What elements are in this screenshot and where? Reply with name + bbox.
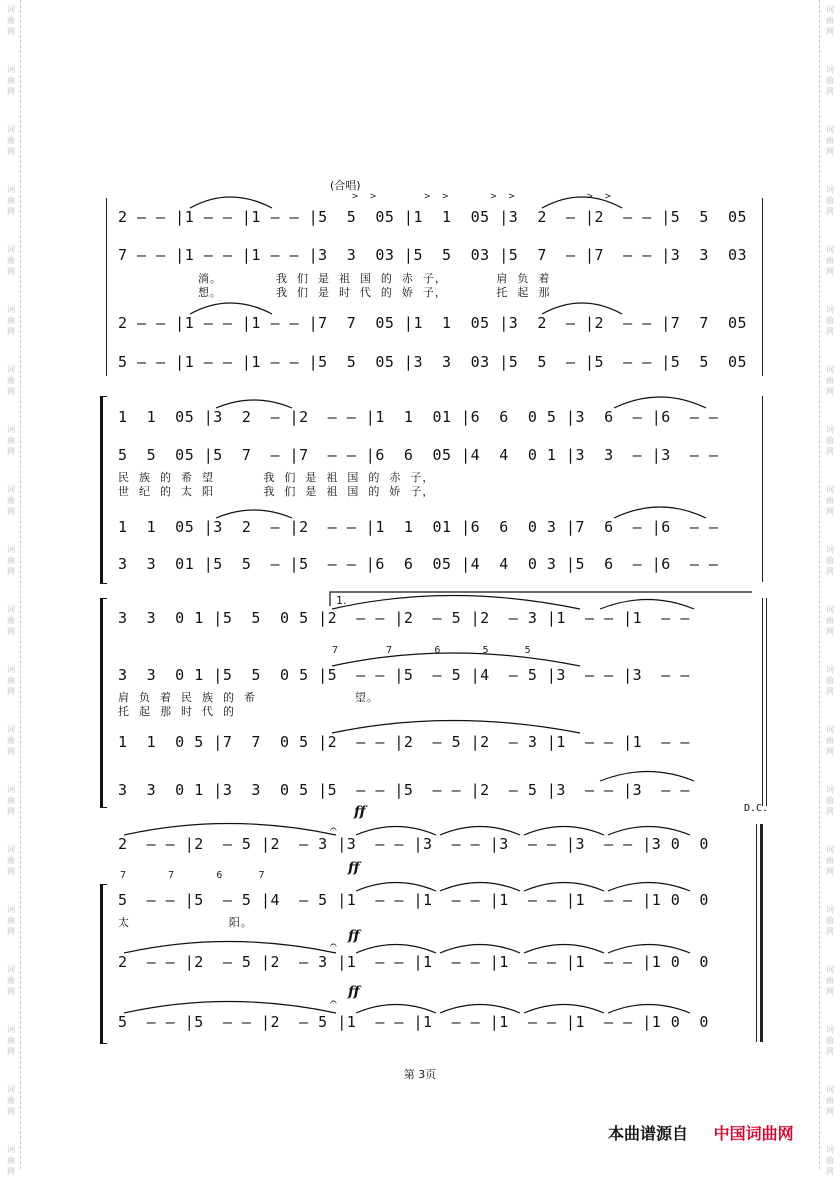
margin-watermark: 词 曲 网 bbox=[7, 1025, 15, 1056]
margin-watermark: 词 曲 网 bbox=[7, 245, 15, 276]
margin-watermark: 词 曲 网 bbox=[826, 845, 834, 876]
tie bbox=[524, 827, 604, 836]
tie bbox=[440, 945, 520, 954]
tie bbox=[356, 1005, 436, 1014]
slur bbox=[190, 303, 272, 314]
voice-1-line: 2 — — |1 — — |1 — — |5 5 05 |1 1 05 |3 2 — |2 — — |5 5 05 bbox=[118, 208, 748, 226]
slur bbox=[124, 942, 336, 954]
fermata-icon: 𝄐 bbox=[330, 822, 337, 836]
accent-marks: > > > > > > > > bbox=[352, 191, 611, 202]
tie bbox=[608, 1005, 690, 1014]
margin-watermark: 词 曲 网 bbox=[826, 725, 834, 756]
voice-3-line: 2 — — |2 — 5 |2 — 3 |1 — — |1 — — |1 — — |1 — — |1 0 0 bbox=[118, 953, 709, 971]
fortissimo-mark: ff bbox=[348, 984, 360, 1000]
tie bbox=[440, 883, 520, 892]
margin-watermark: 词 曲 网 bbox=[7, 605, 15, 636]
tie bbox=[524, 945, 604, 954]
margin-watermark: 词 曲 网 bbox=[826, 905, 834, 936]
tie bbox=[524, 1005, 604, 1014]
voice-1-line: 1 1 05 |3 2 — |2 — — |1 1 01 |6 6 0 5 |3 6 — |6 — — bbox=[118, 408, 719, 426]
margin-watermark: 词 曲 网 bbox=[7, 545, 15, 576]
tie bbox=[440, 1005, 520, 1014]
slur bbox=[190, 197, 272, 208]
fortissimo-mark: ff bbox=[348, 928, 360, 944]
lyrics-verse-2: 想。 我 们 是 时 代 的 娇 子， 托 起 那 bbox=[198, 286, 551, 299]
margin-watermark: 词 曲 网 bbox=[7, 5, 15, 36]
slur bbox=[216, 400, 292, 408]
slur bbox=[614, 507, 706, 518]
slur bbox=[124, 824, 336, 836]
margin-watermark: 词 曲 网 bbox=[7, 125, 15, 156]
margin-watermark: 词 曲 网 bbox=[7, 785, 15, 816]
tie bbox=[608, 883, 690, 892]
tie bbox=[440, 827, 520, 836]
slur bbox=[542, 197, 622, 208]
tie bbox=[608, 945, 690, 954]
tie bbox=[356, 945, 436, 954]
margin-watermark: 词 曲 网 bbox=[7, 485, 15, 516]
margin-watermark: 词 曲 网 bbox=[826, 785, 834, 816]
tie bbox=[608, 827, 690, 836]
tie bbox=[356, 883, 436, 892]
margin-watermark: 词 曲 网 bbox=[7, 905, 15, 936]
lyrics-verse-1: 民 族 的 希 望 我 们 是 祖 国 的 赤 子， bbox=[118, 471, 435, 484]
slur bbox=[542, 303, 622, 314]
voice-4-line: 5 — — |5 — — |2 — 5 |1 — — |1 — — |1 — — |1 — — |1 0 0 bbox=[118, 1013, 709, 1031]
margin-watermark: 词 曲 网 bbox=[826, 1085, 834, 1116]
voice-3-line: 1 1 0 5 |7 7 0 5 |2 — — |2 — 5 |2 — 3 |1 — — |1 — — bbox=[118, 733, 690, 751]
lyrics-verse-1: 淌。 我 们 是 祖 国 的 赤 子， 肩 负 着 bbox=[198, 272, 551, 285]
margin-watermark: 词 曲 网 bbox=[7, 305, 15, 336]
margin-watermark: 词 曲 网 bbox=[826, 245, 834, 276]
voice-4-line: 5 — — |1 — — |1 — — |5 5 05 |3 3 03 |5 5 — |5 — — |5 5 05 bbox=[118, 353, 748, 371]
voice-4-line: 3 3 0 1 |3 3 0 5 |5 — — |5 — — |2 — 5 |3 — — |3 — — bbox=[118, 781, 690, 799]
margin-watermark: 词 曲 网 bbox=[826, 605, 834, 636]
margin-watermark: 词 曲 网 bbox=[7, 1085, 15, 1116]
margin-watermark: 词 曲 网 bbox=[826, 425, 834, 456]
margin-watermark: 词 曲 网 bbox=[826, 5, 834, 36]
voice-1-line: 2 — — |2 — 5 |2 — 3 |3 — — |3 — — |3 — — |3 — — |3 0 0 bbox=[118, 835, 709, 853]
alternate-notes: 7 7 6 5 5 bbox=[332, 645, 531, 656]
tie bbox=[524, 883, 604, 892]
voice-2-line: 3 3 0 1 |5 5 0 5 |5 — — |5 — 5 |4 — 5 |3 — — |3 — — bbox=[118, 666, 690, 684]
voice-3-line: 1 1 05 |3 2 — |2 — — |1 1 01 |6 6 0 3 |7 6 — |6 — — bbox=[118, 518, 719, 536]
page-number: 第 3页 bbox=[403, 1068, 437, 1081]
lyrics-verse-1: 肩 负 着 民 族 的 希 望。 bbox=[118, 691, 379, 704]
lyrics-verse-2: 世 纪 的 太 阳 我 们 是 祖 国 的 娇 子， bbox=[118, 485, 435, 498]
margin-watermark: 词 曲 网 bbox=[826, 485, 834, 516]
margin-watermark: 词 曲 网 bbox=[826, 65, 834, 96]
margin-watermark: 词 曲 网 bbox=[7, 725, 15, 756]
alternate-notes: 7 7 6 7 bbox=[120, 870, 265, 881]
voice-1-line: 3 3 0 1 |5 5 0 5 |2 — — |2 — 5 |2 — 3 |1 — — |1 — — bbox=[118, 609, 690, 627]
dc-label: D.C. bbox=[744, 803, 769, 814]
margin-watermark: 词 曲 网 bbox=[7, 65, 15, 96]
margin-watermark: 词 曲 网 bbox=[7, 365, 15, 396]
volta-1-label: 1. bbox=[336, 594, 347, 607]
margin-watermark: 词 曲 网 bbox=[7, 665, 15, 696]
chorus-label: (合唱) bbox=[330, 179, 361, 192]
slur bbox=[124, 1002, 336, 1014]
margin-watermark: 词 曲 网 bbox=[7, 965, 15, 996]
margin-watermark: 词 曲 网 bbox=[826, 365, 834, 396]
margin-watermark: 词 曲 网 bbox=[826, 1025, 834, 1056]
lyrics-verse-1: 太 阳。 bbox=[118, 916, 253, 929]
slur bbox=[332, 653, 580, 666]
margin-watermark: 词 曲 网 bbox=[826, 965, 834, 996]
fortissimo-mark: ff bbox=[354, 804, 366, 820]
brand-logo-text: 中国词曲网 bbox=[713, 1124, 794, 1143]
voice-4-line: 3 3 01 |5 5 — |5 — — |6 6 05 |4 4 0 3 |5 6 — |6 — — bbox=[118, 555, 719, 573]
slur bbox=[614, 397, 706, 408]
lyrics-verse-2: 托 起 那 时 代 的 bbox=[118, 705, 235, 718]
margin-watermark: 词 曲 网 bbox=[826, 545, 834, 576]
margin-watermark: 词 曲 网 bbox=[7, 1145, 15, 1176]
voice-3-line: 2 — — |1 — — |1 — — |7 7 05 |1 1 05 |3 2 — |2 — — |7 7 05 bbox=[118, 314, 748, 332]
margin-watermark: 词 曲 网 bbox=[826, 1145, 834, 1176]
fermata-icon: 𝄐 bbox=[330, 995, 337, 1009]
tie bbox=[356, 827, 436, 836]
slur bbox=[600, 772, 694, 782]
slur bbox=[332, 596, 580, 610]
voice-2-line: 5 5 05 |5 7 — |7 — — |6 6 05 |4 4 0 1 |3 3 — |3 — — bbox=[118, 446, 719, 464]
margin-watermark: 词 曲 网 bbox=[7, 185, 15, 216]
margin-watermark: 词 曲 网 bbox=[826, 125, 834, 156]
margin-watermark: 词 曲 网 bbox=[7, 845, 15, 876]
fortissimo-mark: ff bbox=[348, 860, 360, 876]
voice-2-line: 5 — — |5 — 5 |4 — 5 |1 — — |1 — — |1 — — |1 — — |1 0 0 bbox=[118, 891, 709, 909]
margin-watermark: 词 曲 网 bbox=[826, 185, 834, 216]
margin-watermark: 词 曲 网 bbox=[826, 665, 834, 696]
margin-watermark: 词 曲 网 bbox=[7, 425, 15, 456]
fermata-icon: 𝄐 bbox=[330, 938, 337, 952]
slur bbox=[216, 510, 292, 518]
slur bbox=[600, 600, 694, 610]
source-text: 本曲谱源自 bbox=[608, 1124, 689, 1143]
slur bbox=[332, 721, 580, 734]
margin-watermark: 词 曲 网 bbox=[826, 305, 834, 336]
source-credit bbox=[608, 1121, 794, 1144]
voice-2-line: 7 — — |1 — — |1 — — |3 3 03 |5 5 03 |5 7 — |7 — — |3 3 03 bbox=[118, 246, 748, 264]
